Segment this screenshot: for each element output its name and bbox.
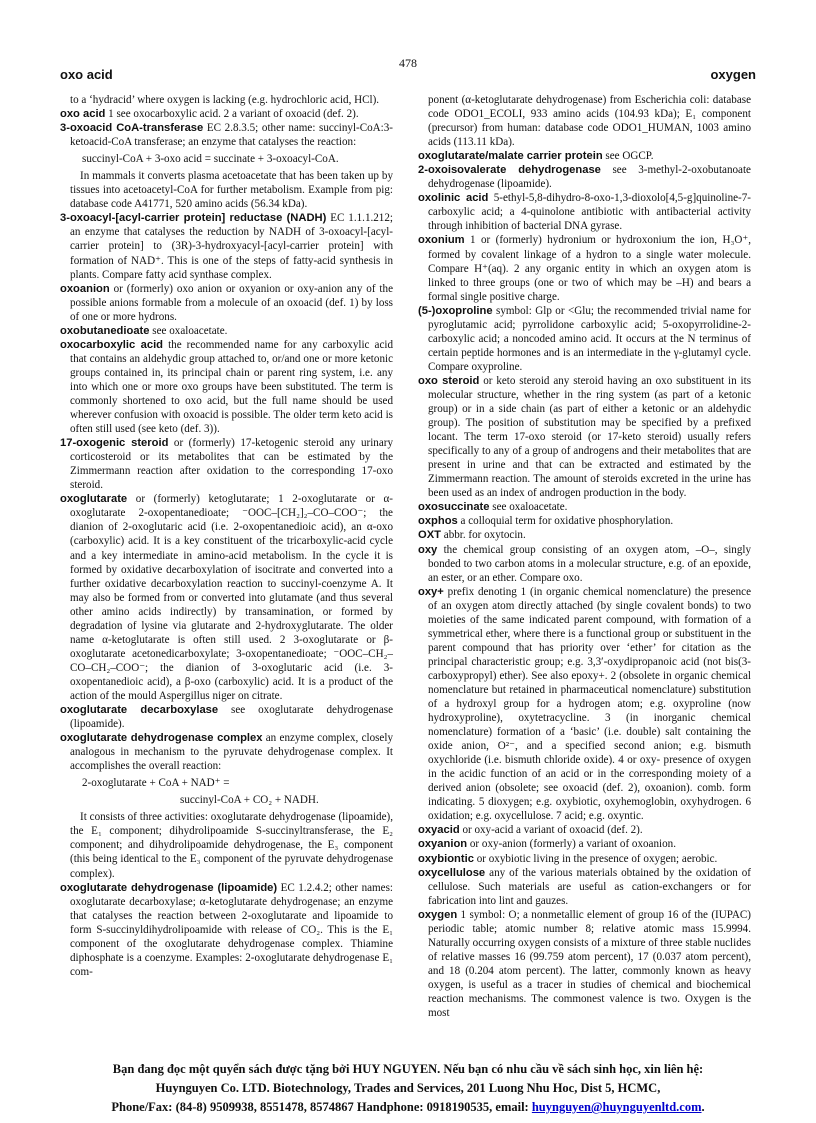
dictionary-entry — [418, 908, 751, 1020]
entry-definition: 5-ethyl-5,8-dihydro-8-oxo-1,3-dioxolo[4,5-g]quinoline-7-carboxylic acid; a 4-quinolone antibiotic with antibacterial activity through inhibition of bacterial DNA gyrase. — [428, 192, 751, 233]
dictionary-entry — [418, 514, 751, 528]
dictionary-entry — [60, 121, 393, 149]
entry-definition: or oxy-anion (formerly) a variant of oxoanion. — [467, 838, 676, 851]
dictionary-entry — [60, 324, 393, 338]
entry-headword: oxoglutarate/malate carrier protein — [418, 150, 603, 163]
entry-headword: oxonium — [418, 234, 465, 247]
entry-definition: see 3-methyl-2-oxobutanoate dehydrogenase (lipoamide). — [428, 164, 751, 191]
footer-line-2: Huynguyen Co. LTD. Biotechnology, Trades and Services, 201 Luong Nhu Hoc, Dist 5, HCMC, — [155, 1081, 661, 1095]
dictionary-entry — [60, 436, 393, 492]
entry-definition: 1 see oxocarboxylic acid. 2 a variant of oxoacid (def. 2). — [105, 108, 359, 121]
dictionary-entry — [418, 191, 751, 233]
entry-headword: oxoglutarate — [60, 493, 128, 506]
entry-paragraph: It consists of three activities: oxoglutarate dehydrogenase (lipoamide), the E₁ component; dihydrolipoamide S-succinyltransferase, the E₂ component; and dihydrolipoamide dehydrogenase, the E₃ component (this being identical to the E₃ component of the pyruvate dehydrogenase complex). — [70, 811, 393, 880]
dictionary-entry — [418, 304, 751, 374]
entry-headword: oxygen — [418, 908, 458, 921]
entry-headword: oxy+ — [418, 585, 444, 598]
entry-definition: or keto steroid any steroid having an oxo substituent in its molecular structure, whether in the ring system (as part of a ketonic group) or in a side chain (as part of either a ketonic or an aldehydic group). The position of substitution may be specified by a prefixed locant. The term 17-oxo steroid (or 17-keto steroid) usually refers specifically to any of a group of androgens and their metabolites that are present in urine and that can be extracted and estimated by the Zimmermann reaction. The amount of steroids excreted in the urine has been used as an index of androgen production in the body. — [428, 374, 751, 500]
entry-headword: oxoglutarate dehydrogenase (lipoamide) — [60, 881, 278, 894]
dictionary-entry — [60, 881, 393, 979]
entry-headword: oxyanion — [418, 838, 468, 851]
entry-definition: any of the various materials obtained by the oxidation of cellulose. Such materials are useful as cation-exchangers or for fabrication into lint and gauzes. — [428, 866, 751, 907]
dictionary-entry — [418, 528, 751, 542]
entry-definition: the recommended name for any carboxylic acid that contains an aldehydic group attached to, or/and one or more ketonic groups contained in, its principal chain or parent ring system, i.e. any into which one or more oxo groups have been substituted. The term is commonly shortened to oxo acid, but the full name should be used wherever confusion with oxoacid is possible. The older term keto acid is often still used (see keto (def. 3)). — [70, 338, 393, 436]
entry-definition: symbol: Glp or <Glu; the recommended trivial name for pyroglutamic acid; pyrrolidone carboxylic acid; 5-oxopyrrolidine-2-carboxylic acid; a noncoded amino acid. It occurs at the N terminus of certain peptide hormones and is an intermediate in the γ-glutamyl cycle. Compare oxyproline. — [428, 304, 751, 373]
dictionary-entry — [418, 500, 751, 514]
dictionary-entry — [418, 233, 751, 303]
entry-continuation: to a ‘hydracid’ where oxygen is lacking (e.g. hydrochloric acid, HCl). — [70, 94, 380, 106]
running-head-left: oxo acid — [60, 67, 113, 82]
dictionary-entry — [418, 585, 751, 824]
entry-definition: EC 2.8.3.5; other name: succinyl-CoA:3-ketoacid-CoA transferase; an enzyme that catalyses the reaction: — [70, 122, 393, 149]
entry-definition: see oxaloacetate. — [149, 324, 228, 337]
entry-definition: or oxy-acid a variant of oxoacid (def. 2). — [459, 824, 643, 837]
running-head-right: oxygen — [710, 67, 756, 82]
reaction-equation: succinyl-CoA + 3-oxo acid = succinate + 3-oxoacyl-CoA. — [82, 153, 339, 166]
entry-headword: oxoanion — [60, 282, 110, 295]
entry-definition: or (formerly) 17-ketogenic steroid any urinary corticosteroid or its metabolites that can be estimated by the Zimmermann reaction after oxidation to the corresponding 17-oxo steroid. — [70, 437, 393, 492]
entry-headword: oxosuccinate — [418, 501, 490, 514]
dictionary-entry — [418, 823, 751, 837]
entry-headword: 17-oxogenic steroid — [60, 437, 169, 450]
dictionary-entry — [418, 837, 751, 851]
dictionary-entry — [60, 338, 393, 436]
footer-line-1: Bạn đang đọc một quyển sách được tặng bởi HUY NGUYEN. Nếu bạn có nhu cầu về sách sinh học, xin liên hệ: — [112, 1062, 704, 1076]
left-column — [60, 93, 393, 1058]
page-number: 478 — [399, 56, 417, 70]
entry-paragraph: In mammals it converts plasma acetoacetate that has been taken up by tissues into acetoacetyl-CoA for further metabolism. Example from pig: database code A41771, 520 amino acids (56.34 kDa). — [70, 170, 393, 211]
dictionary-entry — [60, 107, 393, 121]
entry-headword: oxocarboxylic acid — [60, 338, 164, 351]
entry-headword: oxyacid — [418, 824, 460, 837]
entry-headword: oxolinic acid — [418, 192, 489, 205]
entry-headword: oxycellulose — [418, 866, 486, 879]
dictionary-entry — [418, 852, 751, 866]
dictionary-entry — [418, 149, 751, 163]
entry-definition: an enzyme complex, closely analogous in mechanism to the pyruvate dehydrogenase complex. It accomplishes the overall reaction: — [70, 732, 393, 773]
dictionary-entry — [60, 282, 393, 324]
footer-notice — [40, 1060, 776, 1117]
entry-headword: 3-oxoacid CoA-transferase — [60, 122, 204, 135]
entry-definition: abbr. for oxytocin. — [441, 529, 526, 542]
entry-headword: oxo steroid — [418, 374, 480, 387]
dictionary-entry — [60, 703, 393, 731]
footer-contact: Phone/Fax: (84-8) 9509938, 8551478, 8574867 Handphone: 0918190535, email: — [111, 1100, 532, 1114]
dictionary-entry — [418, 866, 751, 908]
right-column — [418, 93, 751, 1058]
entry-definition: the chemical group consisting of an oxygen atom, –O–, singly bonded to two carbon atoms in a molecular structure, e.g. of an epoxide, an ester, or an ether. Compare oxo. — [428, 543, 751, 584]
entry-definition: or (formerly) oxo anion or oxyanion or oxy-anion any of the possible anions formable from a molecule of an oxoacid (def. 1) by loss of one or more hydrons. — [70, 282, 393, 323]
entry-headword: OXT — [418, 529, 441, 542]
entry-definition: see oxaloacetate. — [489, 501, 568, 514]
dictionary-entry — [60, 211, 393, 281]
entry-definition: prefix denoting 1 (in organic chemical nomenclature) the presence of an oxygen atom directly attached (by single covalent bonds) to two moieties of the same indicated parent compound, with formation of a symmetrical ether, where there is a functional group or substituent in the parent compound that has priority over ‘ether’ for citation as the principal characteristic group; e.g. 3,3′-oxydipropanoic acid (not bis(3-carboxypropyl) ether). See also epoxy+. 2 (obsolete in organic chemical nomenclature but retained in pharmaceutical nomenclature) substitution of a hydroxyl group for a hydrogen atom; e.g. oxyproline (now hydroxyproline), oxytetracycline. 3 (in inorganic chemical nomenclature) formation of a ‘basic’ (i.e. double) salt containing the oxide anion, O²⁻, and a specified second anion; e.g. bismuth oxychloride (i.e. bismuth chloride oxide). 4 or oxy- presence of oxygen in the acidic function of an acid or in the corresponding moiety of a derived anion (obsolete; see oxoacid (def. 2), oxoanion). comb. form indicating. 5 dioxygen; e.g. oxybiotic, oxyhemoglobin, oxyhydrogen. 6 oxidation; e.g. oxycellulose. 7 acid; e.g. oxyntic. — [428, 585, 751, 823]
dictionary-entry — [418, 374, 751, 500]
entry-definition: EC 1.2.4.2; other names: oxoglutarate decarboxylase; α-ketoglutarate dehydrogenase; an enzyme that catalyses the reaction between 2-oxoglutarate and lipoamide to form S-succinyldihydrolipoamide with release of CO₂. This is the E₁ component of the oxoglutarate dehydrogenase complex. Thiamine diphosphate is a coenzyme. Examples: 2-oxoglutarate dehydrogenase E₁ com- — [70, 881, 393, 978]
entry-continuation: ponent (α-ketoglutarate dehydrogenase) from Escherichia coli: database code ODO1_ECOLI, 933 amino acids (104.93 kDa); E₁ component (precursor) from human: database code ODO1_HUMAN, 1003 amino acids (113.11 kDa). — [428, 94, 751, 149]
entry-headword: oxoglutarate dehydrogenase complex — [60, 732, 263, 745]
entry-definition: or (formerly) ketoglutarate; 1 2-oxoglutarate or α-oxoglutarate 2-oxopentanedioate; ⁻OOC–[CH₂]₂–CO–COO⁻; the dianion of 2-oxoglutaric acid (i.e. 2-oxopentanedioic acid), an α-oxo (carboxylic) acid. It is a key constituent of the tricarboxylic-acid cycle and a key intermediate in amino-acid metabolism. In the cycle it is formed by oxidative decarboxylation of isocitrate and converted into a further oxidative decarboxylation reaction to succinyl-coenzyme A. It may also be formed from or converted into glutamate (and thus several other amino acids indirectly) by transamination, or formed by degradation of lysine via glutarate and 2-hydroxyglutarate. The older name α-ketoglutarate is often still used. 2 3-oxoglutarate or β-oxoglutarate acetonedicarboxylate; 3-oxopentanedioate; ⁻OOC–CH₂–CO–CH₂–COO⁻; the dianion of 3-oxoglutaric acid (i.e. 3-oxopentanedioic acid), a β-oxo (carboxylic) acid. It is a product of the action of the mould Aspergillus niger on citrate. — [70, 493, 393, 702]
footer-line-3 — [40, 1098, 776, 1117]
entry-definition: or oxybiotic living in the presence of oxygen; aerobic. — [473, 852, 718, 865]
dictionary-entry — [418, 163, 751, 191]
reaction-equation: succinyl-CoA + CO₂ + NADH. — [180, 794, 319, 807]
entry-definition: see OGCP. — [602, 150, 654, 163]
dictionary-entry — [418, 543, 751, 585]
entry-definition: a colloquial term for oxidative phosphorylation. — [457, 515, 674, 528]
entry-definition: 1 symbol: O; a nonmetallic element of group 16 of the (IUPAC) periodic table; atomic number 8; relative atomic mass 15.9994. Naturally occurring oxygen consists of a mixture of three stable nuclides of relative masses 16 (99.759 atom percent), 17 (0.037 atom percent), and 18 (0.204 atom percent). The latter, commonly known as heavy oxygen, is useful as a tracer in studies of chemical and biochemical reaction mechanisms. The commonest valence is two. Oxygen is the most — [428, 908, 751, 1020]
reaction-equation: 2-oxoglutarate + CoA + NAD⁺ = — [82, 777, 230, 790]
dictionary-entry — [60, 492, 393, 703]
entry-definition: see oxoglutarate dehydrogenase (lipoamide). — [70, 704, 393, 731]
footer-line-3-end: . — [701, 1100, 705, 1114]
entry-headword: oxobutanedioate — [60, 324, 150, 337]
entry-headword: oxphos — [418, 515, 458, 528]
entry-headword: 3-oxoacyl-[acyl-carrier protein] reductase (NADH) — [60, 212, 327, 225]
entry-headword: 2-oxoisovalerate dehydrogenase — [418, 164, 601, 177]
entry-headword: oxoglutarate decarboxylase — [60, 704, 219, 717]
entry-headword: oxybiontic — [418, 852, 474, 865]
entry-definition: 1 or (formerly) hydronium or hydroxonium the ion, H₃O⁺, formed by covalent linkage of a hydron to a single water molecule. Compare H⁺(aq). 2 any organic entity in which an oxygen atom is linked to three groups (one or two of which may be –H) and bears a formal single positive charge. — [428, 234, 751, 303]
entry-headword: (5-)oxoproline — [418, 304, 493, 317]
entry-headword: oxo acid — [60, 108, 106, 121]
footer-email-link[interactable]: huynguyen@huynguyenltd.com — [531, 1100, 702, 1114]
entry-headword: oxy — [418, 543, 438, 556]
dictionary-entry — [60, 731, 393, 773]
entry-definition: EC 1.1.1.212; an enzyme that catalyses the reduction by NADH of 3-oxoacyl-[acyl-carrier protein] to (3R)-3-hydroxyacyl-[acyl-carrier protein] with formation of NAD⁺. This is one of the steps of fatty-acid synthesis in plants. Compare fatty acid synthase complex. — [70, 212, 393, 281]
